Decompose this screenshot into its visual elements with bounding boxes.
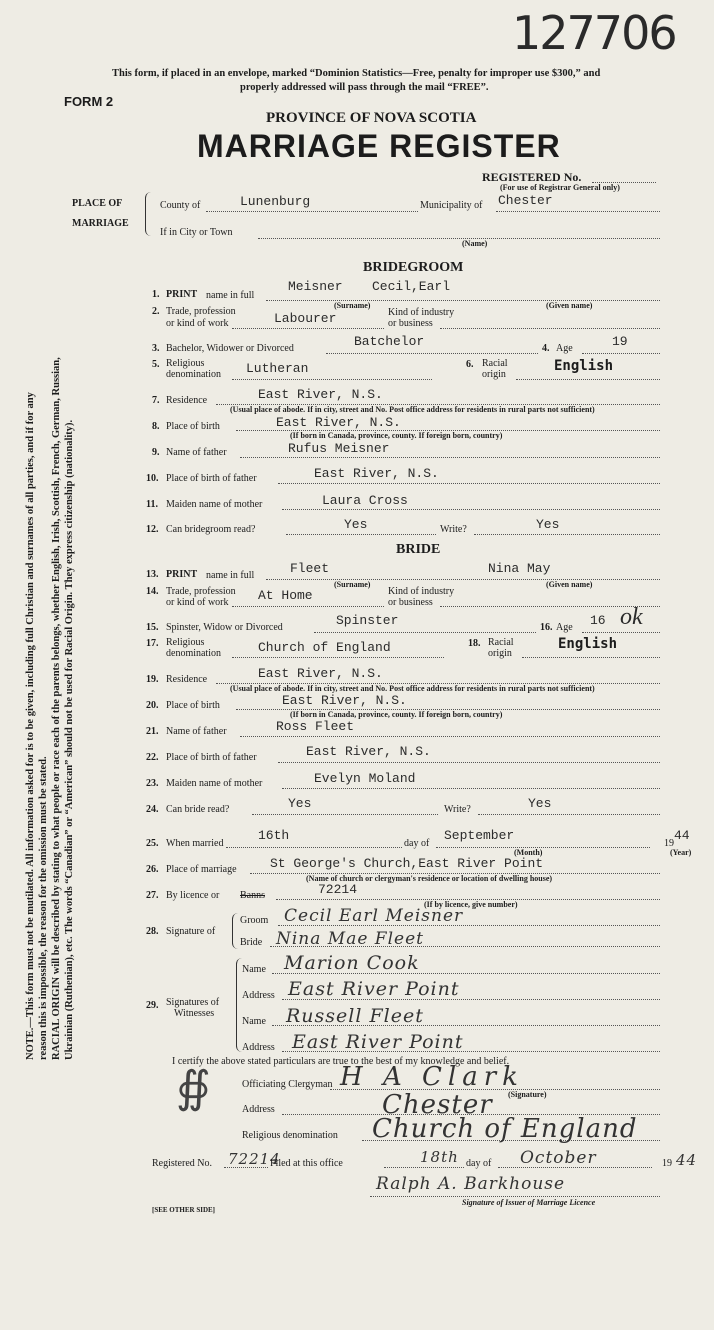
register-title: MARRIAGE REGISTER: [197, 128, 561, 164]
age-label: Age: [556, 622, 573, 633]
father-birth-label: Place of birth of father: [166, 752, 257, 763]
place-marriage-label: Place of marriage: [166, 864, 237, 875]
row-number: 18.: [468, 638, 481, 649]
marriage-day: 16th: [258, 828, 290, 843]
age-label: Age: [556, 343, 573, 354]
row-number: 3.: [152, 343, 160, 354]
when-married-label: When married: [166, 838, 224, 849]
licence-caption: (If by licence, give number): [424, 900, 518, 909]
county-value: Lunenburg: [240, 194, 311, 209]
see-other-side: [SEE OTHER SIDE]: [152, 1206, 216, 1214]
residence-label: Residence: [166, 674, 208, 685]
county-label: County of: [160, 200, 201, 211]
residence-label: Residence: [166, 395, 208, 406]
filed-day-of-label: day of: [466, 1158, 492, 1169]
origin-label: origin: [488, 648, 512, 659]
month-caption: (Month): [514, 848, 543, 857]
filed-label: Filed at this office: [270, 1158, 343, 1169]
marriage-month: September: [444, 828, 515, 843]
bride-can-write: Yes: [528, 796, 552, 811]
trade-label-2: or kind of work: [166, 318, 229, 329]
bride-surname: Fleet: [290, 561, 330, 576]
trade-label: Trade, profession: [166, 586, 236, 597]
row-number: 10.: [146, 473, 159, 484]
mail-notice-line1: This form, if placed in an envelope, marked “Dominion Statistics—Free, penalty for improper use $300,” and: [112, 68, 601, 79]
witness1-address: East River Point: [288, 978, 460, 1000]
row-number: 5.: [152, 359, 160, 370]
row-number: 29.: [146, 1000, 159, 1011]
row-number: 24.: [146, 804, 159, 815]
witness2-address-label: Address: [242, 1042, 275, 1053]
birth-caption: (If born in Canada, province, county. If foreign born, country): [290, 431, 503, 440]
bride-father: Ross Fleet: [276, 719, 355, 734]
mail-notice-line2: properly addressed will pass through the mail “FREE”.: [240, 82, 489, 93]
name-in-full-label: name in full: [206, 290, 255, 301]
side-note-line-4: Ukrainian (Ruthenian), etc. The words “Canadian” or “American” should not be used for Racial Origin. They express citizenship (nationality).: [64, 419, 75, 1060]
filed-month: October: [520, 1148, 597, 1168]
groom-racial-origin: English: [554, 358, 614, 374]
bride-religion: Church of England: [258, 640, 391, 655]
racial-label: Racial: [488, 637, 514, 648]
registered-no-footer-label: Registered No.: [152, 1158, 212, 1169]
registered-number: 72214: [228, 1150, 281, 1168]
row-number: 27.: [146, 890, 159, 901]
groom-mother: Laura Cross: [322, 493, 408, 508]
bride-residence: East River, N.S.: [258, 666, 383, 681]
bride-signature: Nina Mae Fleet: [276, 929, 424, 949]
or-business-label: or business: [388, 318, 433, 329]
residence-caption: (Usual place of abode. If in city, street and No. Post office address for residents in rural parts not sufficient): [230, 405, 595, 414]
marriage-label: MARRIAGE: [72, 218, 129, 229]
groom-given-name: Cecil,Earl: [372, 279, 451, 294]
place-birth-label: Place of birth: [166, 700, 220, 711]
status-label: Bachelor, Widower or Divorced: [166, 343, 294, 354]
bride-given-name: Nina May: [488, 561, 551, 576]
province-heading: PROVINCE OF NOVA SCOTIA: [266, 110, 477, 126]
row-number: 20.: [146, 700, 159, 711]
witness1-name-label: Name: [242, 964, 266, 975]
row-number: 12.: [146, 524, 159, 535]
write-label: Write?: [440, 524, 467, 535]
bride-age: 16: [590, 613, 606, 628]
religious-label: Religious: [166, 358, 205, 369]
bride-status-label: Spinster, Widow or Divorced: [166, 622, 283, 633]
groom-signature: Cecil Earl Meisner: [284, 906, 464, 926]
side-note-line-1: NOTE.—This form must not be mutilated. All information asked for is to be given, including full Christian and surnames of all parties, and if for any: [25, 392, 36, 1060]
father-label: Name of father: [166, 447, 227, 458]
religious-label: Religious: [166, 637, 205, 648]
trade-label: Trade, profession: [166, 306, 236, 317]
registered-no-label: REGISTERED No.: [482, 170, 582, 184]
groom-status: Batchelor: [354, 334, 425, 349]
filed-day: 18th: [420, 1148, 459, 1166]
witnesses-label-1: Signatures of: [166, 997, 220, 1008]
trade-label-2: or kind of work: [166, 597, 229, 608]
clergyman-signature: H A Clark: [340, 1062, 524, 1092]
registrar-use-caption: (For use of Registrar General only): [500, 183, 620, 192]
father-birth-label: Place of birth of father: [166, 473, 257, 484]
witness1-address-label: Address: [242, 990, 275, 1001]
signature-of-label: Signature of: [166, 926, 216, 937]
groom-age: 19: [612, 334, 628, 349]
issuer-signature: Ralph A. Barkhouse: [376, 1174, 566, 1194]
or-business-label: or business: [388, 597, 433, 608]
birth-caption: (If born in Canada, province, county. If foreign born, country): [290, 710, 503, 719]
bride-racial-origin: English: [558, 636, 618, 652]
row-number: 1.: [152, 289, 160, 300]
groom-father: Rufus Meisner: [288, 441, 390, 456]
row-number: 23.: [146, 778, 159, 789]
witness2-name-label: Name: [242, 1016, 266, 1027]
row-number: 7.: [152, 395, 160, 406]
surname-caption: (Surname): [334, 301, 371, 310]
row-number: 13.: [146, 569, 159, 580]
municipality-label: Municipality of: [420, 200, 483, 211]
side-note-line-3: RACIAL ORIGIN will be described by stating to what people or race each of the parents belongs, whether English, Irish, Scottish, French, German, Russian,: [51, 357, 62, 1060]
row-number: 15.: [146, 622, 159, 633]
form-label: FORM 2: [64, 94, 114, 109]
clergy-address-label: Address: [242, 1104, 275, 1115]
clergy-religion-label: Religious denomination: [242, 1130, 338, 1141]
certify-statement: I certify the above stated particulars are true to the best of my knowledge and belief.: [172, 1056, 510, 1067]
bride-birthplace: East River, N.S.: [282, 693, 407, 708]
issuer-caption: Signature of Issuer of Marriage Licence: [462, 1198, 596, 1207]
row-number: 25.: [146, 838, 159, 849]
row-number: 6.: [466, 359, 474, 370]
bride-can-read: Yes: [288, 796, 312, 811]
row-number: 9.: [152, 447, 160, 458]
signature-caption: (Signature): [508, 1090, 547, 1099]
bride-heading: BRIDE: [396, 542, 441, 557]
name-caption: (Name): [462, 239, 488, 248]
bride-label: Bride: [240, 937, 263, 948]
denomination-label: denomination: [166, 648, 221, 659]
side-note-line-2: reason this is impossible, the reason for the omission must be stated.: [38, 756, 49, 1060]
day-of-label: day of: [404, 838, 430, 849]
filed-year: 44: [676, 1151, 698, 1169]
document-number: 127706: [512, 6, 676, 60]
year-prefix: 19: [664, 838, 674, 849]
father-label: Name of father: [166, 726, 227, 737]
groom-read-label: Can bridegroom read?: [166, 524, 256, 535]
given-name-caption: (Given name): [546, 301, 593, 310]
mother-label: Maiden name of mother: [166, 499, 263, 510]
row-number: 14.: [146, 586, 159, 597]
row-number: 16.: [540, 622, 553, 633]
clergy-religion: Church of England: [372, 1114, 638, 1144]
year-caption: (Year): [670, 848, 692, 857]
row-number: 26.: [146, 864, 159, 875]
place-of-label: PLACE OF: [72, 198, 123, 209]
bride-status: Spinster: [336, 613, 399, 628]
origin-label: origin: [482, 369, 506, 380]
clergy-initials-mark: ∯: [176, 1063, 211, 1112]
groom-label: Groom: [240, 915, 269, 926]
mother-label: Maiden name of mother: [166, 778, 263, 789]
city-label: If in City or Town: [160, 227, 233, 238]
bridegroom-heading: BRIDEGROOM: [363, 260, 464, 275]
print-label: PRINT: [166, 289, 198, 300]
groom-religion: Lutheran: [246, 361, 309, 376]
groom-surname: Meisner: [288, 279, 343, 294]
row-number: 8.: [152, 421, 160, 432]
denomination-label: denomination: [166, 369, 221, 380]
row-number: 28.: [146, 926, 159, 937]
marriage-year: 44: [674, 828, 690, 843]
witness2-address: East River Point: [292, 1031, 464, 1053]
row-number: 21.: [146, 726, 159, 737]
bride-father-birthplace: East River, N.S.: [306, 744, 431, 759]
side-note: [24, 250, 76, 1330]
row-number: 11.: [146, 499, 158, 510]
kind-industry-label: Kind of industry: [388, 307, 455, 318]
municipality-value: Chester: [498, 193, 553, 208]
groom-father-birthplace: East River, N.S.: [314, 466, 439, 481]
row-number: 4.: [542, 343, 550, 354]
clergyman-label: Officiating Clergyman: [242, 1079, 333, 1090]
witness2-name: Russell Fleet: [286, 1005, 424, 1027]
kind-industry-label: Kind of industry: [388, 586, 455, 597]
clergy-address: Chester: [382, 1090, 493, 1120]
groom-residence: East River, N.S.: [258, 387, 383, 402]
place-birth-label: Place of birth: [166, 421, 220, 432]
row-number: 17.: [146, 638, 159, 649]
licence-number: 72214: [318, 882, 358, 897]
witness1-name: Marion Cook: [284, 952, 420, 974]
surname-caption: (Surname): [334, 580, 371, 589]
age-check-mark: ok: [620, 604, 643, 630]
row-number: 2.: [152, 306, 160, 317]
bride-read-label: Can bride read?: [166, 804, 230, 815]
row-number: 22.: [146, 752, 159, 763]
banns-struck: Banns: [240, 890, 265, 901]
print-label: PRINT: [166, 569, 198, 580]
groom-can-read: Yes: [344, 517, 368, 532]
witnesses-label-2: Witnesses: [174, 1008, 215, 1019]
write-label: Write?: [444, 804, 471, 815]
bride-trade: At Home: [258, 588, 313, 603]
marriage-place: St George's Church,East River Point: [270, 856, 544, 871]
filed-year-prefix: 19: [662, 1158, 672, 1169]
row-number: 19.: [146, 674, 159, 685]
groom-can-write: Yes: [536, 517, 560, 532]
bride-mother: Evelyn Moland: [314, 771, 416, 786]
racial-label: Racial: [482, 358, 508, 369]
given-name-caption: (Given name): [546, 580, 593, 589]
residence-caption: (Usual place of abode. If in city, street and No. Post office address for residents in rural parts not sufficient): [230, 684, 595, 693]
groom-trade: Labourer: [274, 311, 337, 326]
place-caption: (Name of church or clergyman's residence or location of dwelling house): [306, 874, 553, 883]
licence-label: By licence or: [166, 890, 220, 901]
name-in-full-label: name in full: [206, 570, 255, 581]
groom-birthplace: East River, N.S.: [276, 415, 401, 430]
